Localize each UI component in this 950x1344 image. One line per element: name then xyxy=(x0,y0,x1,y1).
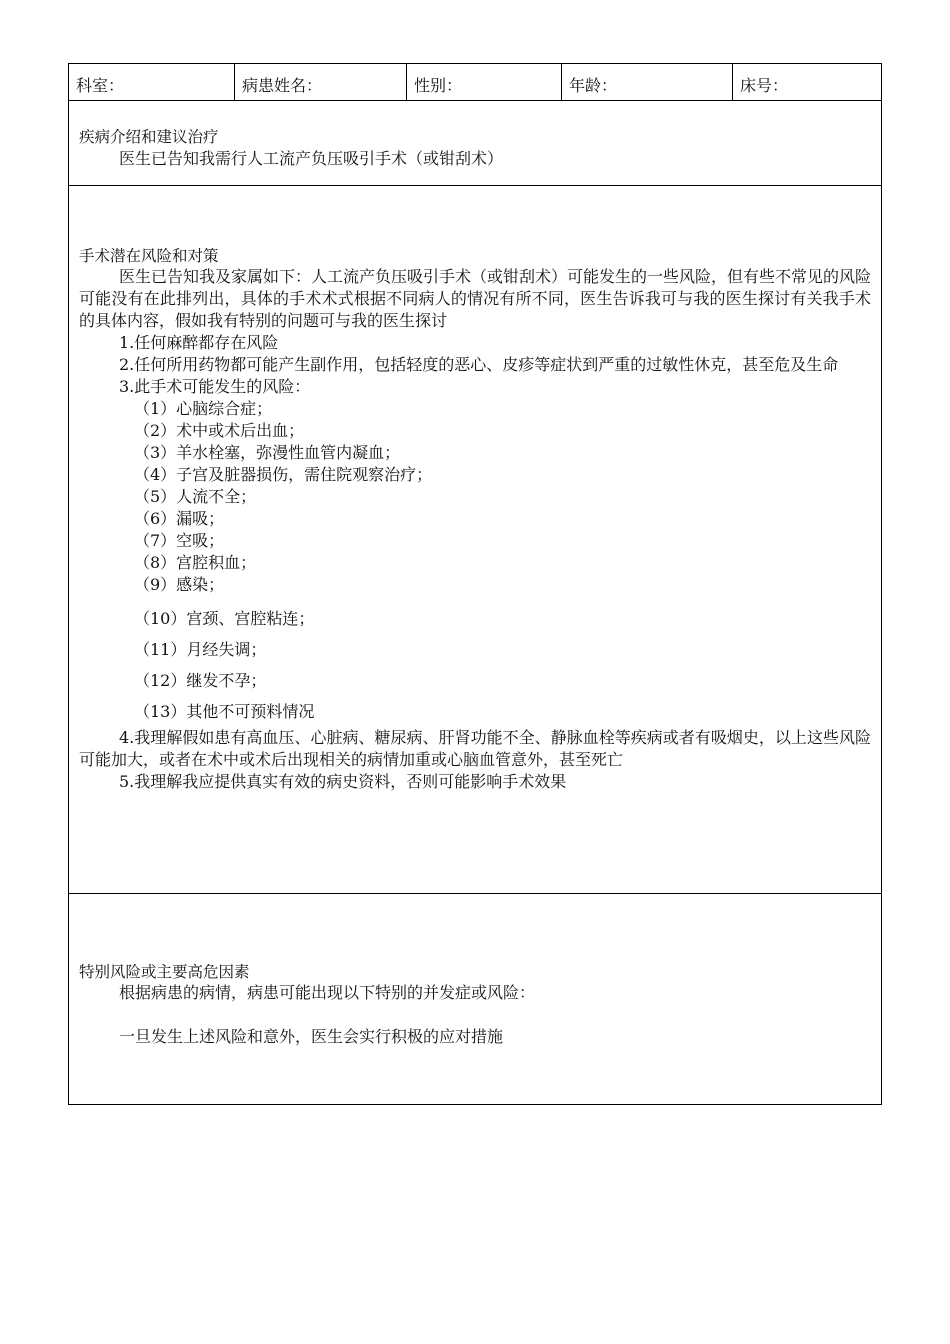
risk-item-1: 1.任何麻醉都存在风险 xyxy=(119,333,279,352)
risk-sub-item: （9）感染； xyxy=(134,575,225,594)
risk-section xyxy=(68,186,882,894)
risk-item-4: 4.我理解假如患有高血压、心脏病、糖尿病、肝肾功能不全、静脉血栓等疾病或者有吸烟史，以上这些风险可能加大，或者在术中或术后出现相关的病情加重或心脑血管意外，甚至死亡 xyxy=(79,728,871,769)
risk-item-5: 5.我理解我应提供真实有效的病史资料，否则可能影响手术效果 xyxy=(119,772,567,791)
intro-title: 疾病介绍和建议治疗 xyxy=(79,128,219,146)
risk-sub-item: （10）宫颈、宫腔粘连； xyxy=(134,609,315,628)
intro-text: 医生已告知我需行人工流产负压吸引手术（或钳刮术） xyxy=(119,149,504,168)
gender-field: 性别： xyxy=(407,64,562,100)
special-title: 特别风险或主要高危因素 xyxy=(79,963,250,981)
risk-sub-item: （3）羊水栓塞，弥漫性血管内凝血； xyxy=(134,443,401,462)
risk-sub-item: （11）月经失调； xyxy=(134,640,267,659)
bed-field: 床号： xyxy=(740,76,789,95)
risk-sub-item: （5）人流不全； xyxy=(134,487,257,506)
risk-sub-item: （1）心脑综合症； xyxy=(134,399,273,418)
risk-sub-item: （7）空吸； xyxy=(134,531,225,550)
risk-sub-item: （12）继发不孕； xyxy=(134,671,267,690)
intro-section xyxy=(68,101,882,186)
patient-name-field: 病患姓名： xyxy=(235,64,407,100)
special-line-1: 根据病患的病情，病患可能出现以下特别的并发症或风险： xyxy=(119,983,536,1002)
risk-sub-item: （6）漏吸； xyxy=(134,509,225,528)
special-line-2: 一旦发生上述风险和意外，医生会实行积极的应对措施 xyxy=(119,1027,504,1046)
risk-sub-item: （8）宫腔积血； xyxy=(134,553,257,572)
risk-item-2: 2.任何所用药物都可能产生副作用，包括轻度的恶心、皮疹等症状到严重的过敏性休克，甚至危及生命 xyxy=(119,355,839,374)
risk-sub-item: （4）子宫及脏器损伤，需住院观察治疗； xyxy=(134,465,433,484)
risk-intro: 医生已告知我及家属如下：人工流产负压吸引手术（或钳刮术）可能发生的一些风险，但有些不常见的风险可能没有在此排列出，具体的手术术式根据不同病人的情况有所不同，医生告诉我可与我的医生探讨有关我手术的具体内容，假如我有特别的问题可与我的医生探讨 xyxy=(79,267,872,330)
dept-field: 科室： xyxy=(69,64,235,100)
risk-sub-item: （2）术中或术后出血； xyxy=(134,421,305,440)
age-field: 年龄： xyxy=(562,64,733,100)
patient-info-row xyxy=(68,63,882,101)
special-risk-section xyxy=(68,894,882,1105)
risk-title: 手术潜在风险和对策 xyxy=(79,247,219,265)
consent-form xyxy=(68,63,882,1105)
risk-sub-item: （13）其他不可预料情况 xyxy=(134,702,315,721)
risk-item-3: 3.此手术可能发生的风险： xyxy=(119,377,311,396)
